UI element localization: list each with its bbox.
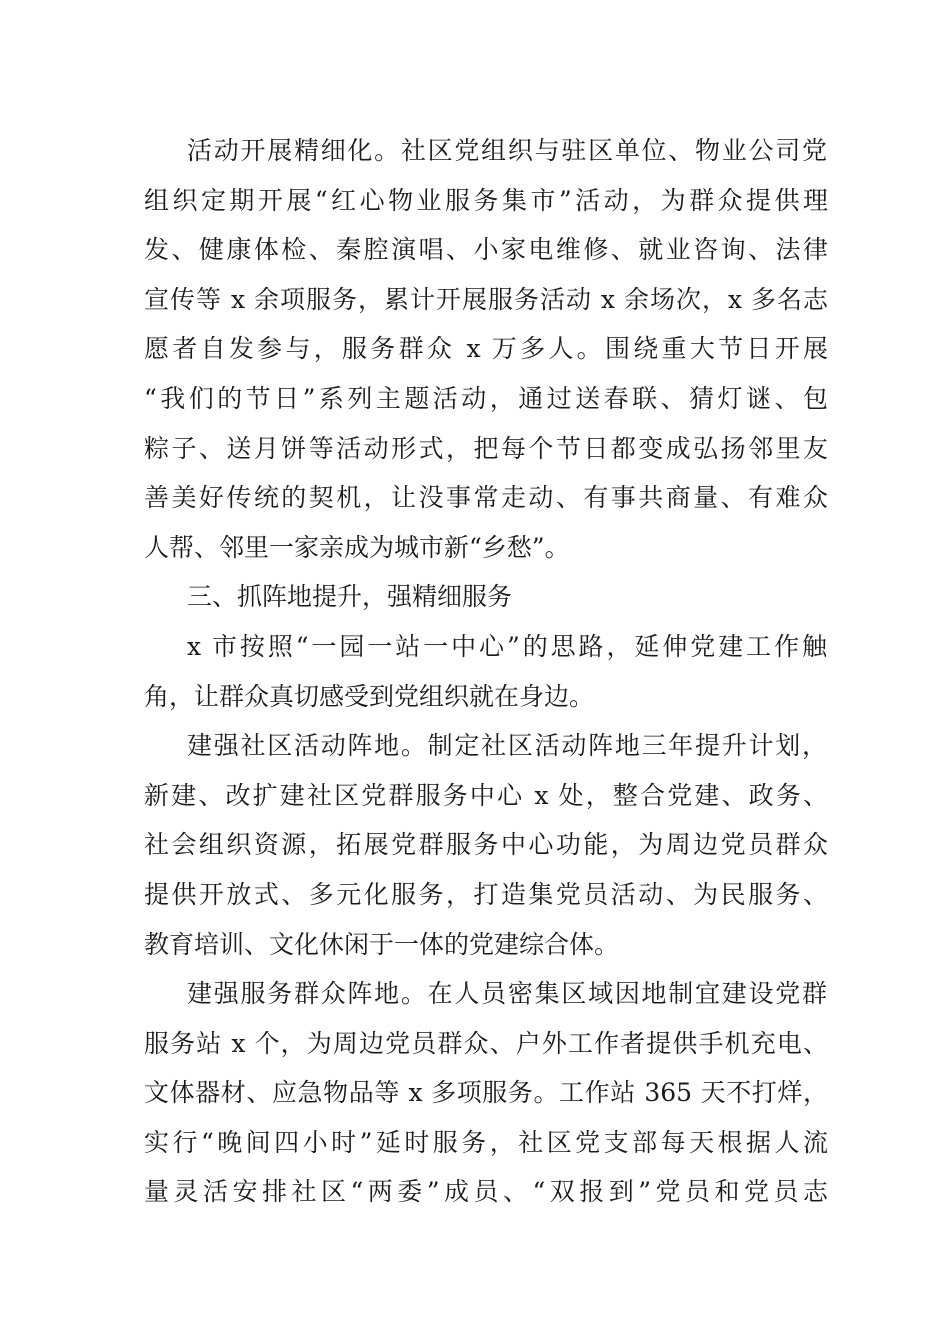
paragraph-line: 提供开放式、多元化服务，打造集党员活动、为民服务、 — [144, 879, 828, 909]
paragraph-line: “我们的节日”系列主题活动，通过送春联、猜灯谜、包 — [144, 383, 828, 413]
paragraph-service-base — [0, 969, 950, 1217]
paragraph-line: 新建、改扩建社区党群服务中心 x 处，整合党建、政务、 — [144, 780, 828, 810]
paragraph-line: 量灵活安排社区“两委”成员、“双报到”党员和党员志 — [144, 1177, 828, 1207]
paragraph-line: 愿者自发参与，服务群众 x 万多人。围绕重大节日开展 — [144, 334, 828, 364]
paragraph-line: 组织定期开展“红心物业服务集市”活动，为群众提供理 — [144, 185, 828, 215]
section-heading — [0, 572, 950, 622]
paragraph-line: 宣传等 x 余项服务，累计开展服务活动 x 余场次，x 多名志 — [144, 284, 828, 314]
paragraph-line: 建强社区活动阵地。制定社区活动阵地三年提升计划， — [187, 731, 827, 761]
paragraph-line: 活动开展精细化。社区党组织与驻区单位、物业公司党 — [187, 136, 827, 165]
document-body — [0, 126, 950, 1217]
section-heading-text: 三、抓阵地提升，强精细服务 — [187, 582, 513, 612]
paragraph-community-activity-base — [0, 721, 950, 969]
paragraph-line: 角，让群众真切感受到党组织就在身边。 — [144, 681, 595, 711]
paragraph-line: 人帮、邻里一家亲成为城市新“乡愁”。 — [144, 532, 570, 562]
paragraph-line: 建强服务群众阵地。在人员密集区域因地制宜建设党群 — [187, 979, 827, 1009]
paragraph-line: 服务站 x 个，为周边党员群众、户外工作者提供手机充电、 — [144, 1028, 828, 1058]
paragraph-line: x 市按照“一园一站一中心”的思路，延伸党建工作触 — [187, 631, 827, 661]
paragraph-line: 文体器材、应急物品等 x 多项服务。工作站 365 天不打烊， — [144, 1078, 828, 1108]
paragraph-line: 善美好传统的契机，让没事常走动、有事共商量、有难众 — [144, 483, 828, 513]
paragraph-line: 粽子、送月饼等活动形式，把每个节日都变成弘扬邻里友 — [144, 433, 828, 463]
paragraph-city-approach — [0, 622, 950, 721]
paragraph-line: 社会组织资源，拓展党群服务中心功能，为周边党员群众 — [144, 830, 828, 860]
paragraph-line: 实行“晚间四小时”延时服务，社区党支部每天根据人流 — [144, 1127, 828, 1157]
paragraph-line: 发、健康体检、秦腔演唱、小家电维修、就业咨询、法律 — [144, 235, 828, 265]
paragraph-line: 教育培训、文化休闲于一体的党建综合体。 — [144, 929, 620, 959]
paragraph-activities-refined — [0, 126, 950, 572]
